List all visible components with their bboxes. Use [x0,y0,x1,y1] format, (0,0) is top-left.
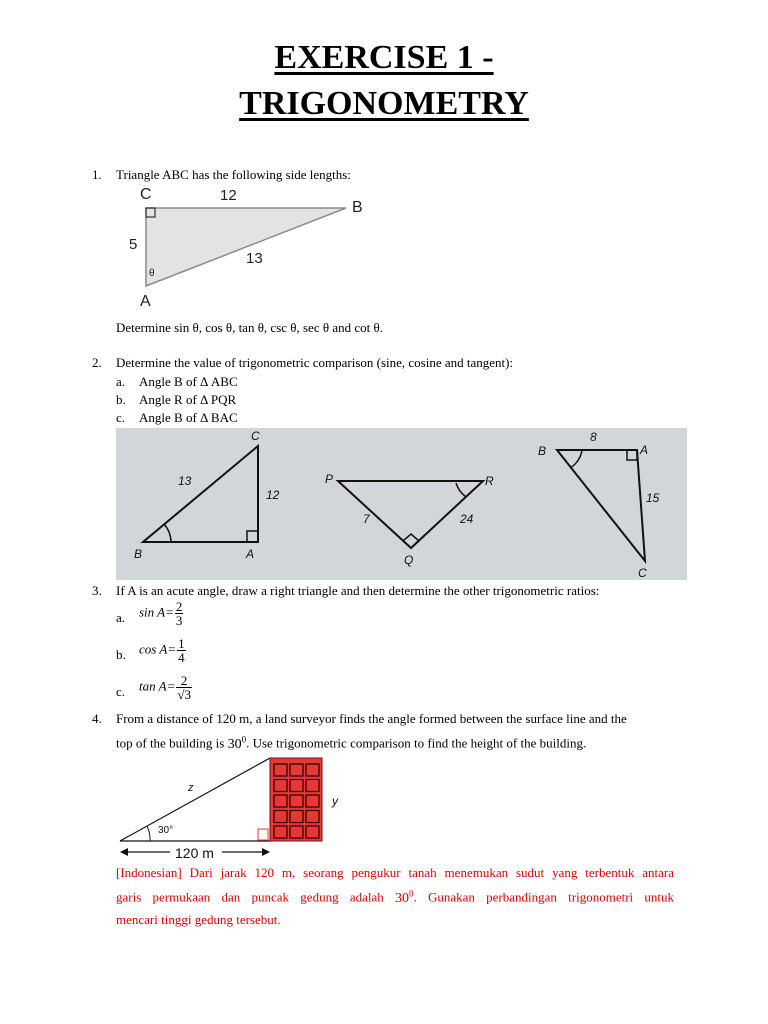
q3-item-b-fn: cos A= [139,641,177,657]
q1-triangle [146,208,346,286]
q4-angle-value: 30 [227,736,242,752]
q2-fig3-side: 15 [646,491,660,505]
q2-triangles-photo [116,428,687,580]
q2-item-b-text: Angle R of Δ PQR [139,392,237,407]
page-title-line2: TRIGONOMETRY [239,85,529,122]
q2-fig1-hyp: 13 [178,474,192,488]
q2-fig3-label-c: C [638,566,647,580]
q2-item-c-label: c. [116,410,126,425]
q4-label-y: y [332,794,338,808]
q4-indonesian-line2-post: . Gunakan perbandingan trigonometri untuk [413,889,675,905]
q2-fig1-label-a: A [246,547,255,561]
q2-number: 2. [92,355,102,370]
q2-text: Determine the value of trigonometric comparison (sine, cosine and tangent): [116,355,514,370]
q3-item-a-den: 3 [175,613,183,628]
q3-item-a-num: 2 [175,599,183,614]
q4-indonesian-line1: [Indonesian] Dari jarak 120 m, seorang pengukur tanah menemukan sudut yang terbentuk antara [116,865,674,880]
q4-indonesian-line2 [116,883,674,909]
q4-indonesian-angle-sup: 0 [409,888,414,898]
q3-item-b-num: 1 [178,636,185,651]
q3-text: If A is an acute angle, draw a right triangle and then determine the other trigonometric ratios: [116,583,600,598]
q4-label-z: z [188,782,194,794]
q3-item-b [139,637,186,664]
q4-angle-sup: 0 [241,734,247,744]
q4-line2 [116,731,586,753]
q3-item-c [139,674,192,701]
q2-item-a-text: Angle B of Δ ABC [139,374,238,389]
q1-side-top: 12 [220,187,237,204]
q4-number: 4. [92,711,102,726]
q1-number: 1. [92,167,102,182]
q4-right-angle-mark [258,829,268,840]
q3-item-c-fn: tan A= [139,678,176,694]
q1-label-c: C [140,186,152,203]
q4-indonesian [116,862,674,930]
q1-triangle-figure [120,182,380,312]
q2-fig2-right: 24 [460,512,474,526]
q2-fig3-label-a: A [640,443,649,457]
q2-fig2-left: 7 [363,512,370,526]
q2-fig3-label-b: B [538,444,547,458]
q1-side-left: 5 [129,236,138,253]
q3-item-b-den: 4 [178,650,185,665]
q2-item-b-label: b. [116,392,126,407]
q4-building [270,758,322,841]
q2-fig1-side: 12 [266,488,280,502]
q1-label-a: A [140,293,151,310]
q4-distance-label: 120 m [175,845,214,861]
q4-line1: From a distance of 120 m, a land surveyor finds the angle formed between the surface line and the [116,711,627,726]
q4-indonesian-line2-pre: garis permukaan dan puncak gedung adalah [116,889,384,905]
q4-building-figure [112,755,352,865]
q2-fig2-label-r: R [485,474,494,488]
q2-fig2-label-p: P [325,472,334,486]
q1-determine: Determine sin θ, cos θ, tan θ, csc θ, sec θ and cot θ. [116,320,383,335]
q1-angle-theta: θ [149,268,155,279]
page-title-line1: EXERCISE 1 - [274,39,494,76]
q4-line2-pre: top of the building is [116,735,225,751]
q2-fig3-top: 8 [590,430,597,444]
q3-item-a-label: a. [116,610,126,625]
q2-item-c-text: Angle B of Δ BAC [139,410,238,425]
q3-item-c-num: 2 [176,674,192,688]
q3-number: 3. [92,583,102,598]
q4-indonesian-line3: mencari tinggi gedung tersebut. [116,911,281,927]
q1-label-b: B [352,199,363,216]
q4-line2-post: . Use trigonometric comparison to find the height of the building. [246,735,587,751]
q4-angle-arc [147,826,150,841]
q3-item-b-label: b. [116,647,126,662]
q3-item-c-label: c. [116,684,126,699]
q3-item-a [139,600,183,627]
q2-fig1-label-b: B [134,547,143,561]
q2-item-a-label: a. [116,374,126,389]
q2-fig1-label-c: C [251,429,260,443]
q3-item-a-fn: sin A= [139,604,174,620]
q3-item-c-den: √3 [177,687,191,702]
q4-sight-line [120,758,270,841]
q1-text: Triangle ABC has the following side lengths: [116,167,351,182]
q2-fig2-label-q: Q [404,553,414,567]
q1-side-hyp: 13 [246,250,263,267]
q4-indonesian-angle: 30 [395,890,409,906]
q4-angle-label: 30° [158,825,174,836]
